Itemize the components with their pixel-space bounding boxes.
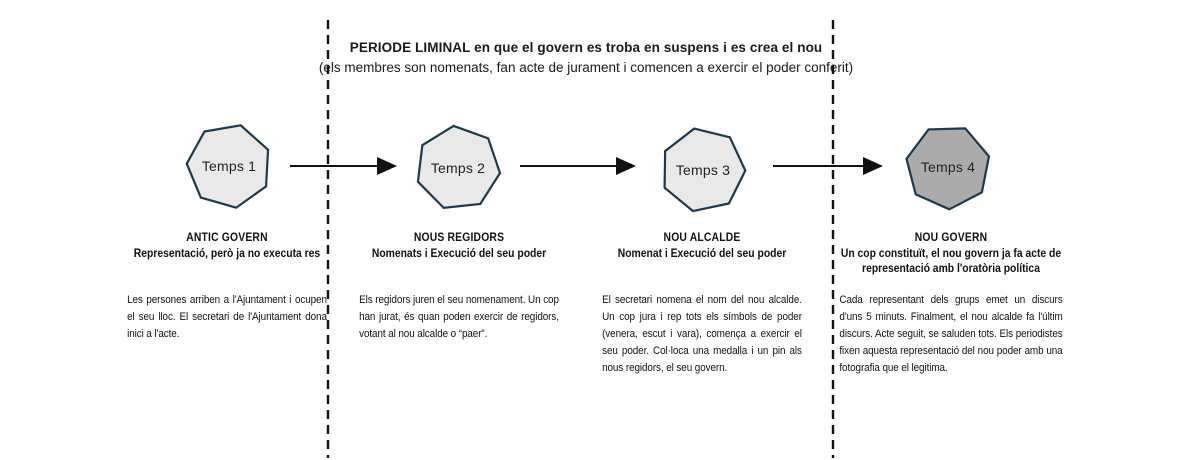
stage-column-antic-govern [127, 231, 327, 343]
temps1-node [183, 120, 275, 212]
stage-column-nou-govern [839, 231, 1062, 377]
temps1-label: Temps 1 [201, 158, 257, 174]
stage-heading: ANTIC GOVERN [186, 232, 268, 244]
stage-column-nou-alcalde [602, 231, 802, 377]
temps4-node [902, 121, 994, 213]
period-title-block [266, 38, 906, 78]
temps4-label: Temps 4 [920, 159, 976, 175]
temps2-label: Temps 2 [430, 160, 486, 176]
stage-description: El secretari nomena el nom del nou alcalde. Un cop jura i rep tots els símbols de poder (venera, escut i vara), comença a exercir el seu poder. Col·loca una medalla i un pin als nous regidors, el seu govern. [602, 294, 802, 375]
stage-heading-block [839, 231, 1062, 292]
stage-heading: NOU ALCALDE [663, 232, 741, 244]
stage-description: Cada representant dels grups emet un discurs d'uns 5 minuts. Finalment, el nou alcalde fa l'últim discurs. Acte seguit, se saluden tots. Els periodistes fixen aquesta representació del nou poder amb una fotografia que el legitima. [839, 294, 1063, 375]
period-title: PERIODE LIMINAL en que el govern es troba en suspens i es crea el nou [349, 40, 823, 55]
stage-subheading: Nomenat i Execució del seu poder [617, 247, 787, 260]
temps3-label: Temps 3 [675, 162, 731, 178]
stage-heading-block [602, 231, 802, 292]
stage-heading: NOUS REGIDORS [413, 232, 505, 244]
stage-column-nous-regidors [359, 231, 559, 343]
stage-description: Les persones arriben a l'Ajuntament i ocupen el seu lloc. El secretari de l'Ajuntament dona inici a l'acte. [127, 294, 327, 341]
stage-subheading: Nomenats i Execució del seu poder [371, 247, 547, 260]
stage-subheading: Representació, però ja no executa res [133, 247, 321, 260]
temps2-node [412, 122, 504, 214]
stage-heading: NOU GOVERN [914, 232, 988, 244]
stage-subheading: Un cop constituït, el nou govern ja fa acte de representació amb l'oratòria política [840, 247, 1062, 276]
stage-heading-block [127, 231, 327, 292]
period-subtitle: (els membres son nomenats, fan acte de jurament i comencen a exercir el poder conferit) [318, 60, 854, 76]
stage-description: Els regidors juren el seu nomenament. Un cop han jurat, és quan poden exercir de regidors, votant al nou alcalde o “paer”. [359, 294, 559, 341]
stage-heading-block [359, 231, 559, 292]
temps3-node [657, 124, 749, 216]
